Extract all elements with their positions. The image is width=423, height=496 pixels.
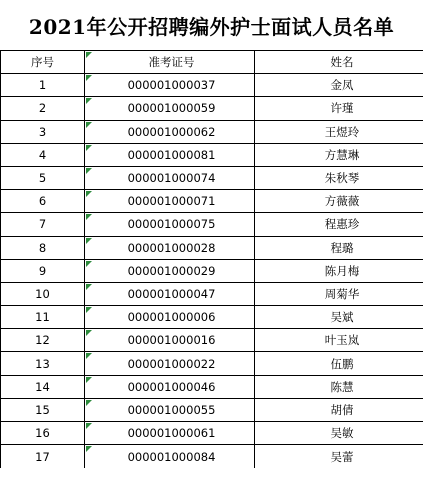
header-name: 姓名 <box>255 51 423 74</box>
cell-ticket: 000001000084 <box>85 445 255 468</box>
table-row <box>1 375 423 398</box>
table-row <box>1 306 423 329</box>
table-row <box>1 190 423 213</box>
cell-ticket: 000001000074 <box>85 166 255 189</box>
cell-ticket: 000001000046 <box>85 375 255 398</box>
comment-marker-icon <box>86 261 92 267</box>
cell-seq: 9 <box>1 259 85 282</box>
cell-name: 程惠珍 <box>255 213 423 236</box>
cell-name: 金凤 <box>255 74 423 97</box>
table-row <box>1 213 423 236</box>
comment-marker-icon <box>86 307 92 313</box>
cell-name: 方慧琳 <box>255 143 423 166</box>
interview-list-table <box>0 50 423 468</box>
comment-marker-icon <box>86 145 92 151</box>
cell-name: 吴蕾 <box>255 445 423 468</box>
cell-ticket: 000001000037 <box>85 74 255 97</box>
cell-name: 叶玉岚 <box>255 329 423 352</box>
cell-seq: 5 <box>1 166 85 189</box>
cell-ticket: 000001000081 <box>85 143 255 166</box>
table-row <box>1 236 423 259</box>
table-row <box>1 166 423 189</box>
comment-marker-icon <box>86 446 92 452</box>
table-row <box>1 97 423 120</box>
table-row <box>1 398 423 421</box>
cell-ticket: 000001000071 <box>85 190 255 213</box>
comment-marker-icon <box>86 284 92 290</box>
cell-name: 陈月梅 <box>255 259 423 282</box>
comment-marker-icon <box>86 377 92 383</box>
comment-marker-icon <box>86 423 92 429</box>
table-row <box>1 259 423 282</box>
cell-seq: 3 <box>1 120 85 143</box>
cell-ticket: 000001000028 <box>85 236 255 259</box>
cell-ticket: 000001000059 <box>85 97 255 120</box>
header-ticket: 准考证号 <box>85 51 255 74</box>
cell-seq: 1 <box>1 74 85 97</box>
cell-seq: 14 <box>1 375 85 398</box>
cell-ticket: 000001000075 <box>85 213 255 236</box>
cell-seq: 16 <box>1 422 85 445</box>
cell-seq: 12 <box>1 329 85 352</box>
table-row <box>1 445 423 468</box>
cell-name: 伍鹏 <box>255 352 423 375</box>
cell-ticket: 000001000022 <box>85 352 255 375</box>
table-row <box>1 120 423 143</box>
cell-seq: 17 <box>1 445 85 468</box>
table-header-row <box>1 51 423 74</box>
table-row <box>1 329 423 352</box>
comment-marker-icon <box>86 122 92 128</box>
cell-ticket: 000001000055 <box>85 398 255 421</box>
cell-name: 胡倩 <box>255 398 423 421</box>
comment-marker-icon <box>86 214 92 220</box>
comment-marker-icon <box>86 400 92 406</box>
cell-seq: 15 <box>1 398 85 421</box>
cell-ticket: 000001000029 <box>85 259 255 282</box>
cell-name: 吴斌 <box>255 306 423 329</box>
cell-ticket: 000001000062 <box>85 120 255 143</box>
cell-name: 陈慧 <box>255 375 423 398</box>
comment-marker-icon <box>86 168 92 174</box>
cell-name: 朱秋琴 <box>255 166 423 189</box>
table-row <box>1 422 423 445</box>
cell-seq: 8 <box>1 236 85 259</box>
table-row <box>1 282 423 305</box>
comment-marker-icon <box>86 52 92 58</box>
cell-ticket: 000001000047 <box>85 282 255 305</box>
cell-seq: 13 <box>1 352 85 375</box>
cell-seq: 11 <box>1 306 85 329</box>
comment-marker-icon <box>86 330 92 336</box>
cell-ticket: 000001000061 <box>85 422 255 445</box>
cell-name: 程璐 <box>255 236 423 259</box>
cell-name: 方薇薇 <box>255 190 423 213</box>
cell-seq: 4 <box>1 143 85 166</box>
comment-marker-icon <box>86 191 92 197</box>
cell-name: 许瑾 <box>255 97 423 120</box>
cell-name: 吴敏 <box>255 422 423 445</box>
cell-name: 周菊华 <box>255 282 423 305</box>
page-title: 2021年公开招聘编外护士面试人员名单 <box>28 14 395 39</box>
cell-ticket: 000001000006 <box>85 306 255 329</box>
cell-seq: 2 <box>1 97 85 120</box>
table-row <box>1 352 423 375</box>
cell-name: 王煜玲 <box>255 120 423 143</box>
header-seq: 序号 <box>1 51 85 74</box>
table-row <box>1 74 423 97</box>
comment-marker-icon <box>86 75 92 81</box>
cell-seq: 6 <box>1 190 85 213</box>
comment-marker-icon <box>86 98 92 104</box>
cell-ticket: 000001000016 <box>85 329 255 352</box>
table-row <box>1 143 423 166</box>
comment-marker-icon <box>86 238 92 244</box>
cell-seq: 10 <box>1 282 85 305</box>
cell-seq: 7 <box>1 213 85 236</box>
comment-marker-icon <box>86 353 92 359</box>
